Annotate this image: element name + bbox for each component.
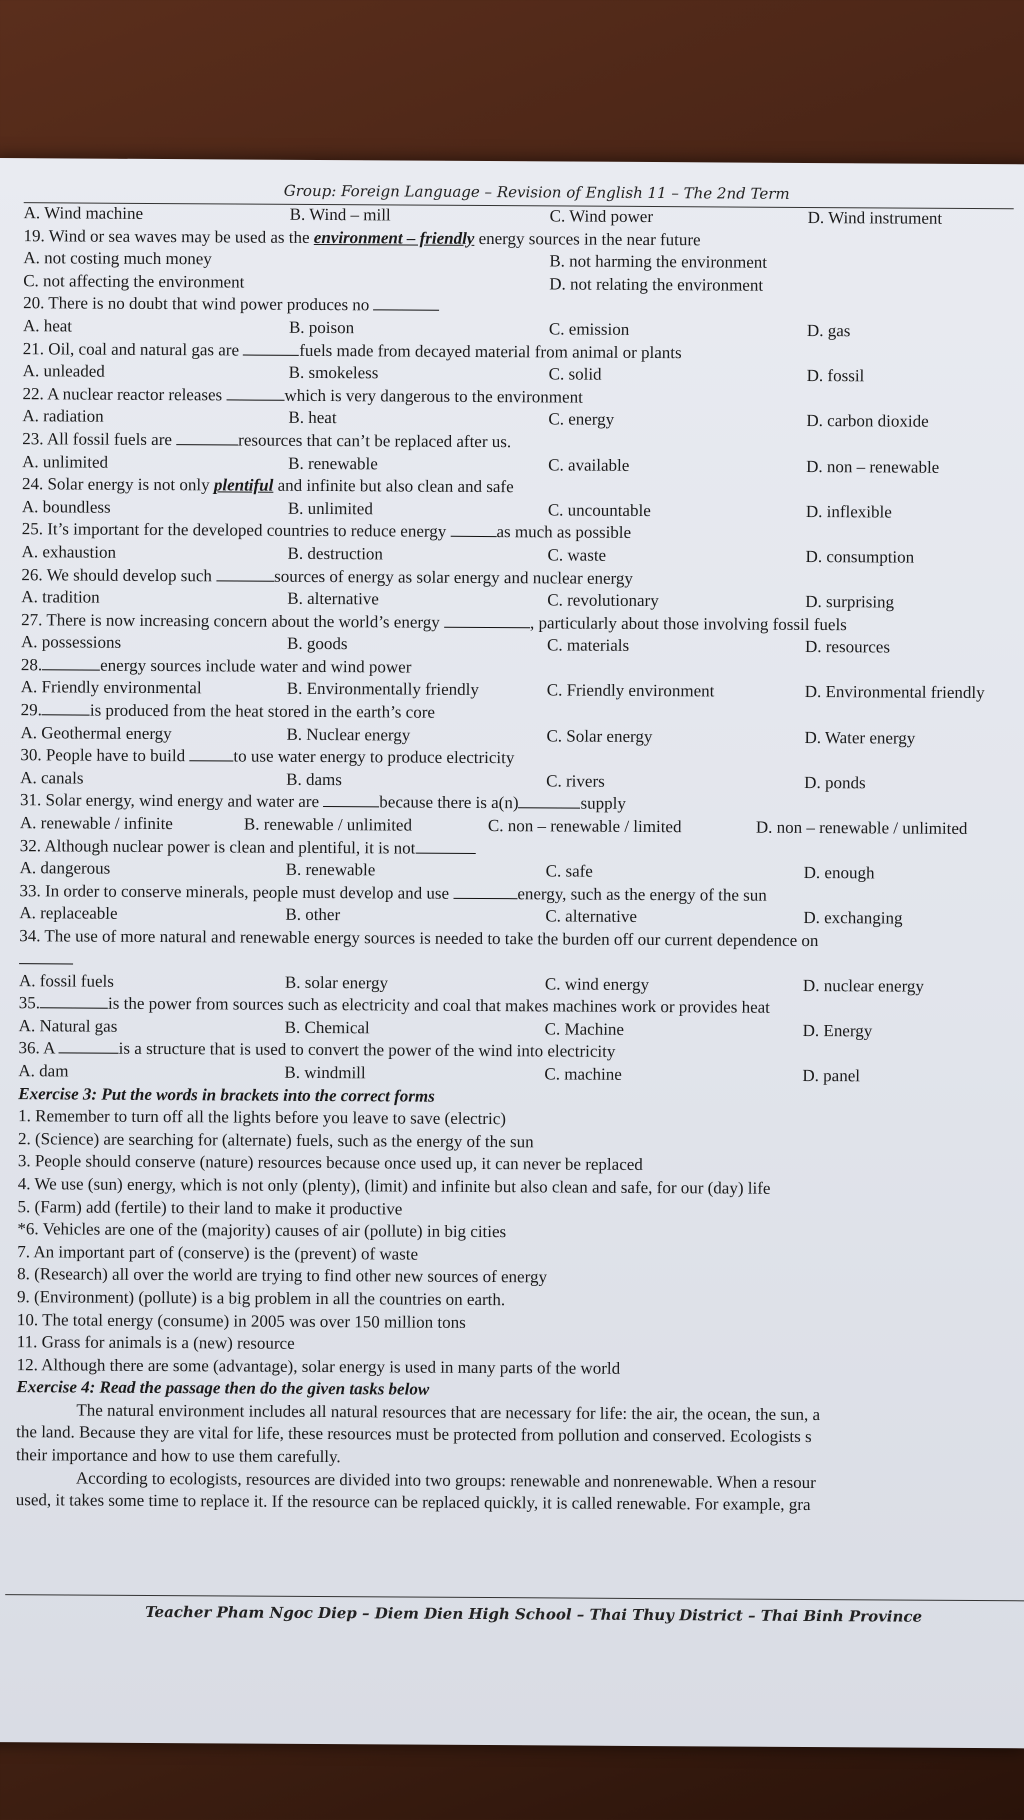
passage-line: their importance and how to use them carefully. xyxy=(16,1445,341,1467)
exercise-item: 9. (Environment) (pollute) is a big problem in all the countries on earth. xyxy=(16,1287,506,1310)
question-options: A. heat B. poison C. emission D. gas xyxy=(22,316,851,341)
exercise-item: *6. Vehicles are one of the (majority) causes of air (pollute) in big cities xyxy=(17,1219,507,1242)
passage-line: the land. Because they are vital for life, these resources must be protected from pollution and conserved. Ecologists s xyxy=(16,1422,812,1447)
question-options: A. possessions B. goods C. materials D. resources xyxy=(20,632,891,657)
question-options: A. dam B. windmill C. machine D. panel xyxy=(18,1061,861,1086)
exercise-item: 5. (Farm) add (fertile) to their land to make it productive xyxy=(17,1196,403,1219)
question-stem: 23. All fossil fuels are resources that can’t be replaced after us. xyxy=(22,429,512,452)
question-options: A. fossil fuels B. solar energy C. wind energy D. nuclear energy xyxy=(18,970,925,996)
question-options: A. unleaded B. smokeless C. solid D. fossil xyxy=(22,361,865,386)
question-options: A. Wind machine B. Wind – mill C. Wind power D. Wind instrument xyxy=(23,203,943,228)
question-stem: 30. People have to build to use water energy to produce electricity xyxy=(20,745,515,768)
question-stem: 28. energy sources include water and wind power xyxy=(20,655,412,677)
passage-line: used, it takes some time to replace it. If the resource can be replaced quickly, it is called renewable. For example, gra xyxy=(15,1490,811,1515)
question-stem: 36. A is a structure that is used to convert the power of the wind into electricity xyxy=(18,1038,616,1062)
question-options: A. Natural gas B. Chemical C. Machine D. Energy xyxy=(18,1015,873,1041)
question-stem: 22. A nuclear reactor releases which is very dangerous to the environment xyxy=(22,383,583,407)
question-options: A. dangerous B. renewable C. safe D. enough xyxy=(19,858,875,883)
question-stem: 20. There is no doubt that wind power produces no xyxy=(23,293,1023,322)
question-stem: 27. There is now increasing concern about the world’s energy , particularly about those involving fossil fuels xyxy=(21,609,847,634)
question-stem: 25. It’s important for the developed countries to reduce energy as much as possible xyxy=(21,519,632,543)
question-options: A. radiation B. heat C. energy D. carbon dioxide xyxy=(22,406,929,432)
worksheet-page xyxy=(0,158,1024,1748)
question-stem: 32. Although nuclear power is clean and plentiful, it is not xyxy=(20,835,1020,864)
question-options: A. Geothermal energy B. Nuclear energy C. Solar energy D. Water energy xyxy=(20,722,916,748)
question-stem: 35. is the power from sources such as electricity and coal that makes machines work or provides heat xyxy=(18,993,770,1017)
question-stem: 31. Solar energy, wind energy and water are because there is a(n) supply xyxy=(20,790,626,814)
exercise-item: 8. (Research) all over the world are trying to find other new sources of energy xyxy=(17,1264,548,1287)
page-footer: Teacher Pham Ngoc Diep – Diem Dien High School – Thai Thuy District – Thai Binh Province xyxy=(145,1602,923,1626)
question-options: A. boundless B. unlimited C. uncountable D. inflexible xyxy=(21,496,892,522)
passage-line: The natural environment includes all natural resources that are necessary for life: the air, the ocean, the sun, a xyxy=(76,1400,821,1424)
question-stem: 34. The use of more natural and renewable energy sources is needed to take the burden off our current dependence on xyxy=(19,926,819,951)
question-options: A. unlimited B. renewable C. available D. non – renewable xyxy=(22,451,940,477)
question-options: C. not affecting the environment D. not relating the environment xyxy=(23,270,764,295)
question-options: A. exhaustion B. destruction C. waste D. consumption xyxy=(21,542,915,567)
page-header: Group: Foreign Language – Revision of English 11 – The 2nd Term xyxy=(283,181,790,203)
exercise-4-title: Exercise 4: Read the passage then do the given tasks below xyxy=(16,1377,430,1399)
question-stem: 21. Oil, coal and natural gas are fuels made from decayed material from animal or plants xyxy=(22,338,682,362)
question-stem: 26. We should develop such sources of energy as solar energy and nuclear energy xyxy=(21,564,634,588)
exercise-item: 12. Although there are some (advantage), solar energy is used in many parts of the world xyxy=(16,1354,621,1378)
passage-line: According to ecologists, resources are divided into two groups: renewable and nonrenewable. When a resour xyxy=(75,1468,816,1492)
question-stem: 19. Wind or sea waves may be used as the environment – friendly energy sources in the near future xyxy=(23,225,701,249)
footer-divider xyxy=(5,1594,1024,1601)
exercise-item: 2. (Science) are searching for (alternate) fuels, such as the energy of the sun xyxy=(17,1128,534,1152)
question-stem: 29. is produced from the heat stored in the earth’s core xyxy=(20,700,436,722)
question-stem: 24. Solar energy is not only plentiful and infinite but also clean and safe xyxy=(21,474,514,497)
question-options: A. renewable / infinite B. renewable / unlimited C. non – renewable / limited D. non – renewable / unlimited xyxy=(19,813,968,838)
question-options: A. not costing much money B. not harming the environment xyxy=(23,248,768,272)
question-options: A. Friendly environmental B. Environmentally friendly C. Friendly environment D. Environmental friendly xyxy=(20,677,985,703)
exercise-item: 10. The total energy (consume) in 2005 was over 150 million tons xyxy=(16,1309,466,1332)
exercise-item: 4. We use (sun) energy, which is not only (plenty), (limit) and infinite but also clean and safe, for our (day) life xyxy=(17,1174,771,1198)
question-options: A. tradition B. alternative C. revolutionary D. surprising xyxy=(21,587,895,612)
worksheet-content xyxy=(16,202,1024,1518)
exercise-item: 1. Remember to turn off all the lights before you leave to save (electric) xyxy=(18,1106,506,1129)
exercise-item: 11. Grass for animals is a (new) resource xyxy=(16,1332,295,1353)
exercise-3-title: Exercise 3: Put the words in brackets into the correct forms xyxy=(18,1083,435,1106)
exercise-item: 7. An important part of (conserve) is the (prevent) of waste xyxy=(17,1241,419,1264)
question-stem: 33. In order to conserve minerals, people must develop and use energy, such as the energy of the sun xyxy=(19,880,767,905)
question-options: A. replaceable B. other C. alternative D. exchanging xyxy=(19,903,903,928)
question-options: A. canals B. dams C. rivers D. ponds xyxy=(20,768,866,793)
exercise-item: 3. People should conserve (nature) resources because once used up, it can never be replaced xyxy=(17,1151,643,1175)
